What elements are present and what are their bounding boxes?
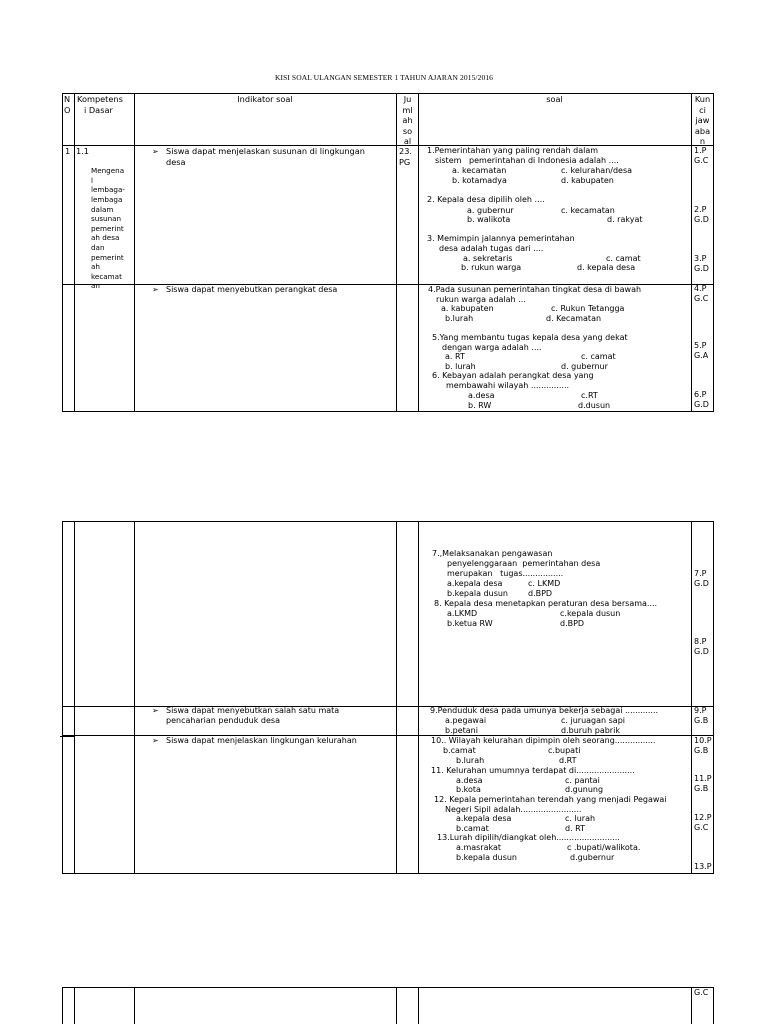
answer-key: 8.P G.D [694,637,709,656]
option-c: c. LKMD [528,579,561,588]
indikator-text: Siswa dapat menjelaskan lingkungan kelurahan [166,736,357,745]
question-12: 12. Kepala pemerintahan terendah yang menjadi Pegawai Negeri Sipil adalah........................ [434,795,667,814]
table-border [134,93,135,411]
question-10: 10.. Wilayah kelurahan dipimpin oleh seorang................ [431,736,656,745]
option-b: b. RW [468,401,492,410]
option-b: b. kotamadya [452,176,507,185]
option-d: d.BPD [528,589,553,598]
option-b: b.kepala dusun [447,589,508,598]
option-a: a.kepala desa [456,814,512,823]
answer-key: G.C [694,988,709,997]
row-number: 1 [65,146,71,156]
table-border [418,987,419,1024]
kd-number: 1.1 [76,146,90,156]
bullet-icon: ➢ [152,736,159,745]
bullet-icon: ➢ [152,285,159,294]
document-title: KISI SOAL ULANGAN SEMESTER 1 TAHUN AJARAN 2015/2016 [274,73,494,82]
option-b: b.camat [456,824,489,833]
table-border [418,521,419,873]
table-border [62,93,63,411]
table-border [713,987,714,1024]
header-no: N O [64,94,71,115]
question-11: 11. Kelurahan umumnya terdapat di....................... [431,766,635,775]
option-a: a.kepala desa [447,579,503,588]
answer-key: 10.P G.B [694,736,712,755]
option-a: a. kecamatan [452,166,507,175]
answer-key: 12.P G.C [694,813,712,832]
question-4: 4.Pada susunan pemerintahan tingkat desa di bawah rukun warga adalah ... [428,285,642,304]
table-border [62,411,714,412]
jumlah-soal: 23. PG [399,146,413,167]
option-a: a.desa [456,776,483,785]
option-c: c. lurah [565,814,596,823]
bullet-icon: ➢ [152,706,159,715]
option-b: b.petani [445,726,478,735]
table-border [691,521,692,873]
header-kompetensi: Kompetens i Dasar [77,94,123,115]
table-border [62,987,714,988]
table-border [62,521,63,873]
header-indikator: Indikator soal [237,94,293,104]
table-border [713,521,714,873]
option-c: c .bupati/walikota. [567,843,641,852]
table-border [62,873,714,874]
option-a: a. kabupaten [441,304,494,313]
option-d: d.BPD [560,619,585,628]
option-d: d.RT [559,756,577,765]
question-13: 13.Lurah dipilih/diangkat oleh......................... [437,833,620,842]
option-a: a.masrakat [456,843,502,852]
option-c: c.RT [581,391,598,400]
option-b: b. rukun warga [461,263,522,272]
option-d: d.dusun [578,401,611,410]
table-border [134,521,135,873]
indikator-text: Siswa dapat menjelaskan susunan di lingkungan desa [166,146,365,167]
option-b: b.lurah [445,314,474,323]
question-9: 9.Penduduk desa pada umunya bekerja sebagai ............. [430,706,659,715]
table-border [396,521,397,873]
option-b: b.ketua RW [447,619,493,628]
option-a: a.desa [468,391,495,400]
header-jumlah: Ju ml ah so al [402,94,413,146]
table-border [62,521,714,522]
bullet-icon: ➢ [152,147,159,156]
kd-text: Mengena l lembaga- lembaga dalam susunan pemerint ah desa dan pemerint ah kecamat an [91,166,125,291]
option-a: a. gubernur [467,206,514,215]
table-border [62,987,63,1024]
option-c: c. kelurahan/desa [561,166,633,175]
question-5: 5.Yang membantu tugas kepala desa yang dekat dengan warga adalah .... [432,333,628,352]
question-2: 2. Kepala desa dipilih oleh .... [427,195,545,204]
table-border [713,93,714,411]
option-b: b.kepala dusun [456,853,517,862]
option-d: d. Kecamatan [546,314,602,323]
option-c: c. kecamatan [561,206,615,215]
question-1: 1.Pemerintahan yang paling rendah dalam sistem pemerintahan di Indonesia adalah .... [427,146,619,165]
answer-key: 9.P G.B [694,706,709,725]
answer-key: 2.P G.D [694,205,709,224]
option-a: b.camat [443,746,476,755]
option-d: d.gunung [565,785,604,794]
option-d: d. kepala desa [577,263,636,272]
question-7: 7.,Melaksanakan pengawasan penyelenggaraan pemerintahan desa merupakan tugas................ [432,549,601,578]
indikator-text: Siswa dapat menyebutkan salah satu mata pencaharian penduduk desa [166,706,340,725]
table-border [74,521,75,873]
question-6: 6. Kebayan adalah perangkat desa yang membawahi wilayah ............... [432,371,594,390]
option-d: d. gubernur [561,362,608,371]
indikator-text: Siswa dapat menyebutkan perangkat desa [166,285,338,294]
option-a: a. RT [445,352,465,361]
header-kunci: Kun ci jaw aba n [694,94,711,146]
option-d: d. RT [565,824,586,833]
option-b: b. lurah [445,362,476,371]
answer-key: 13.P [694,862,712,871]
option-b: b.lurah [456,756,485,765]
option-b: b.kota [456,785,481,794]
table-border [74,93,75,411]
table-border [74,987,75,1024]
answer-key: 11.P G.B [694,774,712,793]
option-c: c. juruagan sapi [561,716,626,725]
option-d: d. kabupaten [561,176,614,185]
option-d: d.buruh pabrik [561,726,620,735]
option-b: b. walikota [467,215,511,224]
answer-key: 7.P G.D [694,569,709,588]
answer-key: 4.P G.C [694,284,709,303]
option-c: c.bupati [548,746,581,755]
option-c: c.kepala dusun [560,609,621,618]
option-c: c. pantai [565,776,600,785]
option-a: a.pegawai [445,716,487,725]
table-border [396,987,397,1024]
header-soal: soal [546,94,563,104]
option-c: c. camat [606,254,641,263]
table-border [418,93,419,411]
table-border [691,987,692,1024]
answer-key: 1.P G.C [694,146,709,165]
answer-key: 5.P G.A [694,341,709,360]
option-c: c. camat [581,352,616,361]
option-a: a. sekretaris [463,254,513,263]
table-border [134,987,135,1024]
answer-key: 6.P G.D [694,390,709,409]
option-d: d. rakyat [607,215,643,224]
question-3: 3. Memimpin jalannya pemerintahan desa adalah tugas dari .... [427,234,575,253]
option-a: a.LKMD [447,609,478,618]
question-8: 8. Kepala desa menetapkan peraturan desa bersama.... [434,599,658,608]
answer-key: 3.P G.D [694,254,709,273]
option-c: c. Rukun Tetangga [551,304,625,313]
option-d: d.gubernur [570,853,615,862]
